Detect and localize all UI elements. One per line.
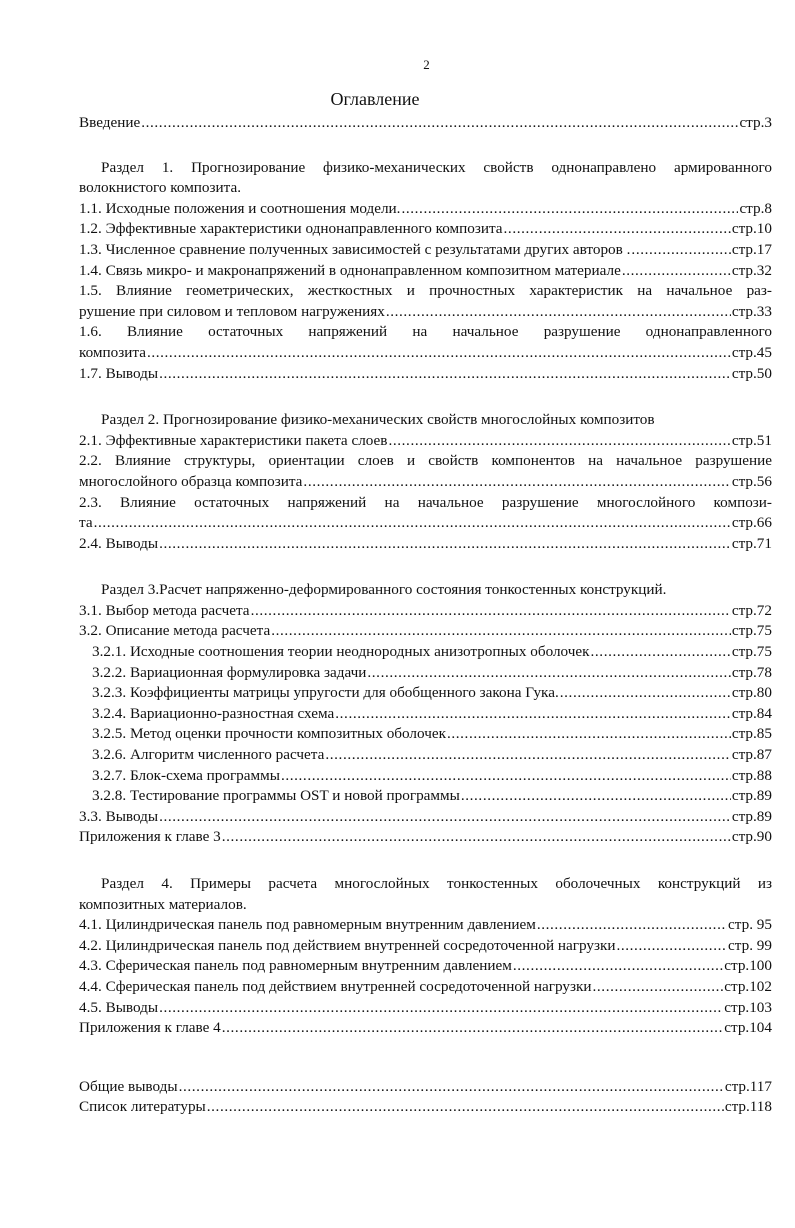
toc-entry[interactable] — [79, 199, 772, 220]
toc-page-ref: стр.56 — [731, 472, 772, 490]
dot-leader — [159, 807, 731, 828]
toc-page-ref: стр.87 — [731, 746, 772, 764]
dot-leader — [591, 642, 731, 663]
toc-entry-text: рушение при силовом и тепловом нагружениях — [79, 302, 385, 320]
toc-entry[interactable] — [79, 1077, 772, 1098]
toc-entry[interactable] — [79, 364, 772, 385]
toc-page-ref: стр.8 — [739, 199, 772, 217]
toc-entry-text: многослойного образца композита — [79, 472, 303, 490]
section-heading: Раздел 1. Прогнозирование физико-механических свойств однонаправлено армированного — [101, 158, 772, 176]
page-number: 2 — [423, 57, 430, 72]
toc-entry[interactable] — [79, 513, 772, 534]
toc-entry-text: та — [79, 514, 93, 532]
dot-leader — [622, 261, 731, 282]
toc-page-ref: стр.17 — [731, 240, 772, 258]
toc-entry-text: 1.1. Исходные положения и соотношения модели. — [79, 199, 401, 217]
toc-entry-text: 3.3. Выводы — [79, 807, 159, 825]
toc-entry-text: 4.2. Цилиндрическая панель под действием внутренней сосредоточенной нагрузки — [79, 936, 616, 954]
dot-leader — [281, 766, 731, 787]
toc-entry-line: 1.5. Влияние геометрических, жесткостных и прочностных характеристик на начальное раз- — [79, 282, 772, 300]
toc-entry[interactable] — [79, 343, 772, 364]
toc-entry-text: 3.2.1. Исходные соотношения теории неоднородных анизотропных оболочек — [92, 643, 590, 661]
dot-leader — [159, 998, 723, 1019]
toc-entry[interactable] — [79, 936, 772, 957]
dot-leader — [616, 936, 727, 957]
toc-page-ref: стр.78 — [731, 663, 772, 681]
toc-entry[interactable] — [79, 724, 772, 745]
dot-leader — [303, 472, 730, 493]
dot-leader — [537, 915, 727, 936]
toc-page-ref: стр.51 — [731, 431, 772, 449]
toc-entry-text: Список литературы — [79, 1098, 206, 1116]
toc-entry-text: 3.2.7. Блок-схема программы — [92, 766, 280, 784]
toc-entry[interactable] — [79, 431, 772, 452]
toc-entry[interactable] — [79, 1018, 772, 1039]
toc-entry[interactable] — [79, 786, 772, 807]
toc-entry[interactable] — [79, 1097, 772, 1118]
toc-entry-text: 1.7. Выводы — [79, 364, 159, 382]
toc-closing — [79, 1077, 772, 1118]
toc-entry[interactable] — [79, 219, 772, 240]
toc-entry[interactable] — [79, 827, 772, 848]
toc-entry-text: 3.2.4. Вариационно-разностная схема — [92, 704, 335, 722]
dot-leader — [271, 621, 731, 642]
toc-entry-text: Введение — [79, 114, 141, 131]
toc-page-ref: стр.88 — [731, 766, 772, 784]
toc-entry-text: Приложения к главе 3 — [79, 828, 221, 846]
dot-leader — [386, 302, 731, 323]
toc-page-ref: стр.32 — [731, 261, 772, 279]
toc-entry-text: Общие выводы — [79, 1077, 178, 1095]
section-heading: Раздел 3.Расчет напряженно-деформированного состояния тонкостенных конструкций. — [101, 581, 667, 599]
toc-entry[interactable] — [79, 683, 772, 704]
toc-entry-text: 2.1. Эффективные характеристики пакета слоев — [79, 431, 388, 449]
toc-section — [79, 410, 772, 554]
toc-entry[interactable] — [79, 302, 772, 323]
dot-leader — [251, 601, 731, 622]
page-title: Оглавление — [330, 89, 420, 109]
toc-entry[interactable] — [79, 915, 772, 936]
toc-page-ref: стр.103 — [724, 998, 772, 1016]
toc-entry[interactable] — [79, 472, 772, 493]
dot-leader — [207, 1097, 724, 1118]
toc-page-ref: стр.80 — [731, 684, 772, 702]
toc-entry-text: 4.5. Выводы — [79, 998, 159, 1016]
section-heading: Раздел 2. Прогнозирование физико-механических свойств многослойных композитов — [101, 411, 655, 429]
toc-page-ref: стр.33 — [731, 302, 772, 320]
toc-entry-text: 1.3. Численное сравнение полученных зависимостей с результатами других авторов . — [79, 240, 631, 258]
dot-leader — [461, 786, 731, 807]
toc-page-ref: стр.104 — [724, 1019, 772, 1037]
toc-page-ref: стр.3 — [739, 114, 772, 131]
table-of-contents — [79, 113, 772, 1118]
dot-leader — [94, 513, 731, 534]
dot-leader — [335, 704, 731, 725]
toc-entry[interactable] — [79, 956, 772, 977]
toc-page-ref: стр.45 — [731, 343, 772, 361]
toc-entry-text: композита — [79, 343, 146, 361]
dot-leader — [367, 663, 730, 684]
toc-entry-line: 2.3. Влияние остаточных напряжений на начальное разрушение многослойного компози- — [79, 493, 772, 511]
toc-page-ref: стр.66 — [731, 514, 772, 532]
toc-entry[interactable] — [79, 621, 772, 642]
toc-entry[interactable] — [79, 642, 772, 663]
toc-page-ref: стр.75 — [731, 622, 772, 640]
toc-page-ref: стр.89 — [731, 807, 772, 825]
toc-entry-text: 3.2.8. Тестирование программы OST и новой программы — [92, 787, 460, 805]
toc-entry-text: 1.2. Эффективные характеристики однонаправленного композита — [79, 220, 503, 238]
toc-sections — [79, 158, 772, 1039]
toc-entry-text: 2.4. Выводы — [79, 534, 159, 552]
dot-leader — [388, 431, 730, 452]
toc-entry[interactable] — [79, 240, 772, 261]
dot-leader — [141, 113, 738, 134]
toc-entry[interactable] — [79, 261, 772, 282]
toc-entry-line: 2.2. Влияние структуры, ориентации слоев и свойств компонентов на начальное разрушение — [79, 452, 772, 470]
dot-leader — [504, 219, 731, 240]
dot-leader — [147, 343, 731, 364]
toc-page-ref: стр.100 — [724, 957, 772, 975]
dot-leader — [447, 724, 731, 745]
toc-page-ref: стр.89 — [731, 787, 772, 805]
toc-entry-text: 3.2.6. Алгоритм численного расчета — [92, 746, 325, 764]
dot-leader — [325, 745, 730, 766]
toc-entry-text: 3.2.5. Метод оценки прочности композитных оболочек — [92, 725, 446, 743]
dot-leader — [159, 534, 731, 555]
toc-entry-text: 3.2. Описание метода расчета — [79, 622, 271, 640]
toc-page-ref: стр.10 — [731, 220, 772, 238]
dot-leader — [159, 364, 731, 385]
dot-leader — [513, 956, 723, 977]
toc-entry-text: 4.1. Цилиндрическая панель под равномерным внутренним давлением — [79, 916, 536, 934]
dot-leader — [179, 1077, 724, 1098]
toc-entry-intro[interactable] — [79, 113, 772, 134]
toc-page-ref: стр.50 — [731, 364, 772, 382]
toc-entry[interactable] — [79, 807, 772, 828]
toc-entry-text: 4.4. Сферическая панель под действием внутренней сосредоточенной нагрузки — [79, 977, 592, 995]
toc-section — [79, 874, 772, 1039]
toc-entry-line: 1.6. Влияние остаточных напряжений на начальное разрушение однонаправленного — [79, 323, 772, 341]
toc-entry[interactable] — [79, 534, 772, 555]
toc-page-ref: стр.102 — [724, 977, 772, 995]
toc-entry[interactable] — [79, 704, 772, 725]
toc-entry-text: 1.4. Связь микро- и макронапряжений в однонаправленном композитном материале — [79, 261, 621, 279]
dot-leader — [222, 1018, 724, 1039]
dot-leader — [593, 977, 724, 998]
dot-leader — [560, 683, 731, 704]
toc-page-ref: стр.90 — [731, 828, 772, 846]
toc-page-ref: стр.118 — [724, 1098, 772, 1116]
toc-entry[interactable] — [79, 745, 772, 766]
section-heading: Раздел 4. Примеры расчета многослойных тонкостенных оболочечных конструкций из — [101, 875, 772, 892]
toc-entry-text: 4.3. Сферическая панель под равномерным внутренним давлением — [79, 957, 512, 975]
toc-page-ref: стр.75 — [731, 643, 772, 661]
toc-entry-text: 3.2.2. Вариационная формулировка задачи — [92, 663, 367, 681]
toc-section — [79, 580, 772, 848]
toc-entry-text: Приложения к главе 4 — [79, 1019, 221, 1037]
toc-section — [79, 158, 772, 385]
section-heading: композитных материалов. — [79, 895, 247, 913]
toc-entry[interactable] — [79, 766, 772, 787]
toc-page-ref: стр.72 — [731, 601, 772, 619]
toc-page-ref: стр. 99 — [728, 936, 772, 954]
toc-page-ref: стр.84 — [731, 704, 772, 722]
toc-page-ref: стр.117 — [724, 1077, 772, 1095]
toc-entry[interactable] — [79, 663, 772, 684]
toc-entry-text: 3.1. Выбор метода расчета — [79, 601, 250, 619]
toc-entry-text: 3.2.3. Коэффициенты матрицы упругости для обобщенного закона Гука. — [92, 684, 559, 702]
section-heading: волокнистого композита. — [79, 179, 242, 197]
toc-entry[interactable] — [79, 601, 772, 622]
toc-page-ref: стр. 95 — [728, 916, 772, 934]
toc-entry[interactable] — [79, 977, 772, 998]
dot-leader — [401, 199, 738, 220]
toc-page-ref: стр.71 — [731, 534, 772, 552]
toc-entry[interactable] — [79, 998, 772, 1019]
dot-leader — [222, 827, 731, 848]
toc-page-ref: стр.85 — [731, 725, 772, 743]
dot-leader — [631, 240, 730, 261]
